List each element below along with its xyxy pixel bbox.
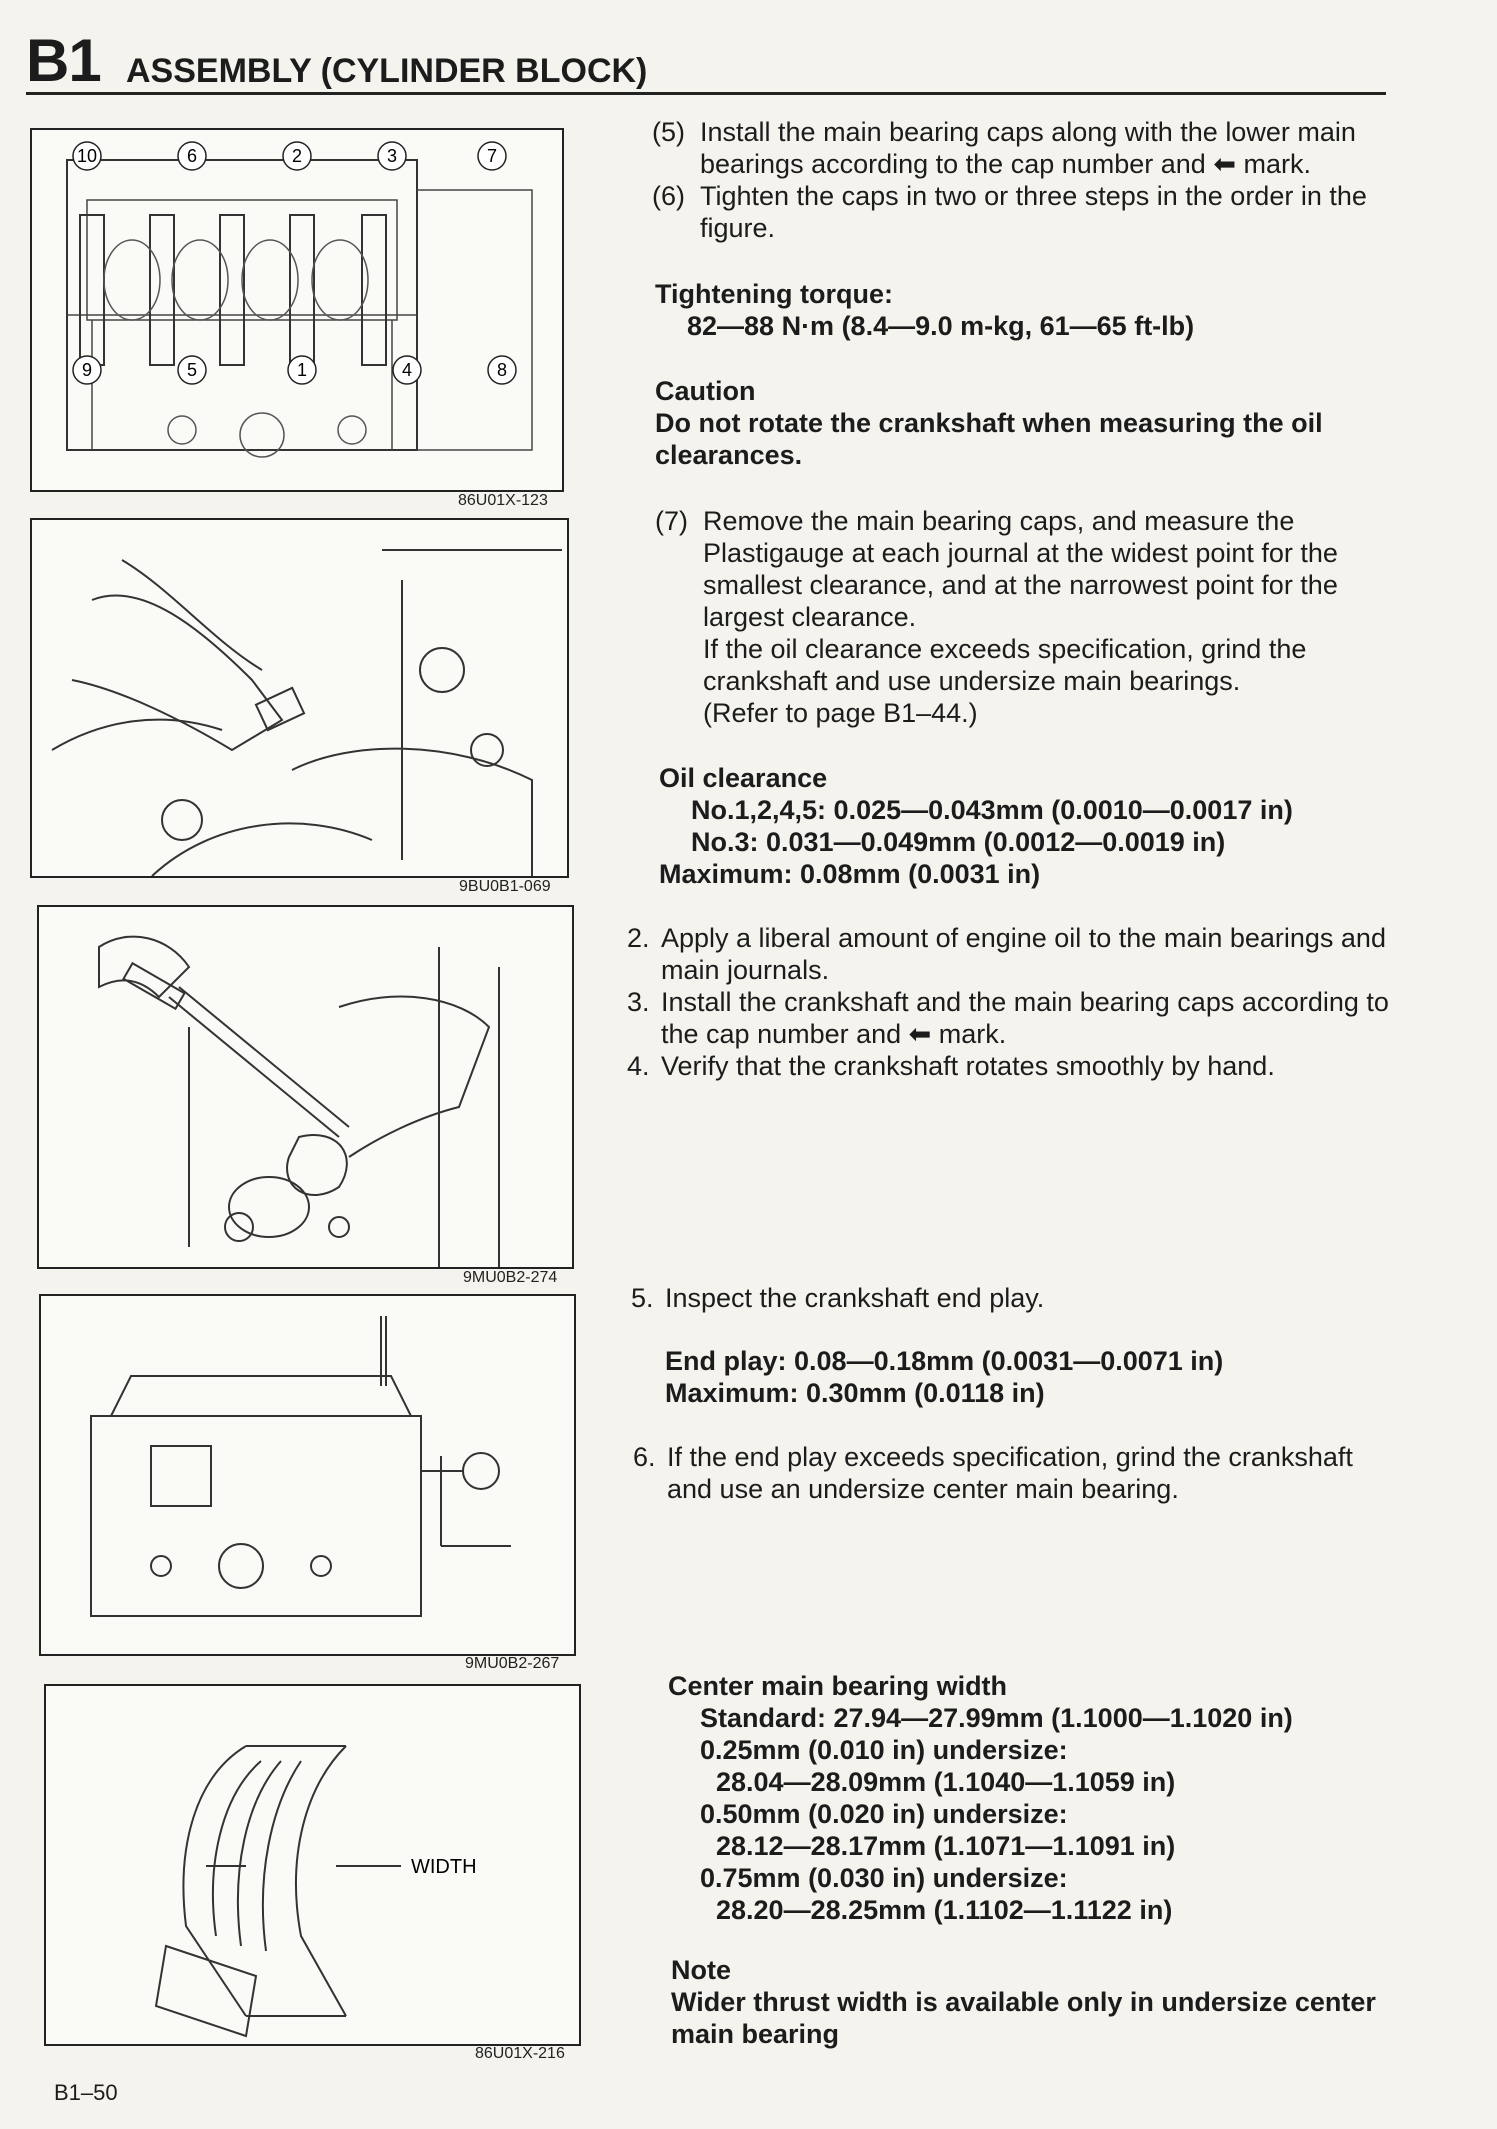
oil-heading: Oil clearance <box>659 763 828 793</box>
step-4-verify <box>627 1050 1397 1082</box>
page-header <box>26 27 1386 95</box>
width-label: WIDTH <box>411 1856 477 1878</box>
step-number: 4. <box>627 1051 650 1081</box>
undersize-075-label: 0.75mm (0.030 in) undersize: <box>700 1863 1068 1893</box>
step-5-install <box>652 116 1392 180</box>
callout-1: 1 <box>296 360 308 380</box>
width-standard: Standard: 27.94—27.99mm (1.1000—1.1020 in) <box>700 1703 1293 1733</box>
step-text: Verify that the crankshaft rotates smoothly by hand. <box>661 1051 1275 1081</box>
section-code: B1 <box>26 27 101 94</box>
figure-plastigauge <box>30 518 569 878</box>
step-text: Tighten the caps in two or three steps in the order in the figure. <box>700 181 1367 243</box>
torque-heading: Tightening torque: <box>655 279 893 309</box>
steps-5-6 <box>652 116 1392 244</box>
center-bearing-width <box>668 1670 1408 1926</box>
dial-indicator-illustration <box>41 1296 574 1654</box>
callout-4: 4 <box>401 360 413 380</box>
step-text: Remove the main bearing caps, and measure the Plastigauge at each journal at the widest point for the smallest clearance, and at the narrowest point for the largest clearance. <box>703 506 1338 632</box>
note-heading: Note <box>671 1955 731 1985</box>
oil-line-2: No.3: 0.031—0.049mm (0.0012—0.0019 in) <box>691 827 1226 857</box>
callout-8: 8 <box>496 360 508 380</box>
callout-3: 3 <box>386 146 398 166</box>
step-6-grind <box>633 1441 1393 1505</box>
undersize-075-value: 28.20—28.25mm (1.1102—1.1122 in) <box>716 1895 1173 1925</box>
caution-block <box>655 375 1395 471</box>
step-3-install-crankshaft <box>627 986 1397 1050</box>
plastigauge-illustration <box>32 520 567 876</box>
callout-7: 7 <box>486 146 498 166</box>
figure-code-3: 9MU0B2-274 <box>463 1269 558 1286</box>
step-number: (7) <box>655 506 688 536</box>
figure-cylinder-block-cap-order <box>30 128 564 492</box>
callout-5: 5 <box>186 360 198 380</box>
width-heading: Center main bearing width <box>668 1671 1008 1701</box>
figure-code-2: 9BU0B1-069 <box>459 878 551 895</box>
step-6-tighten <box>652 180 1392 244</box>
caution-heading: Caution <box>655 376 756 406</box>
section-title: ASSEMBLY (CYLINDER BLOCK) <box>126 52 648 90</box>
step-number: (6) <box>652 181 685 211</box>
step-text: Apply a liberal amount of engine oil to the main bearings and main journals. <box>661 923 1386 985</box>
end-play-spec <box>665 1345 1405 1409</box>
torque-wrench-illustration <box>39 907 572 1267</box>
end-play-max: Maximum: 0.30mm (0.0118 in) <box>665 1378 1045 1408</box>
figure-torque-wrench <box>37 905 574 1269</box>
step-number: 5. <box>631 1283 654 1313</box>
undersize-050-value: 28.12—28.17mm (1.1071—1.1091 in) <box>716 1831 1176 1861</box>
callout-6: 6 <box>186 146 198 166</box>
caution-text: Do not rotate the crankshaft when measuring the oil clearances. <box>655 408 1323 470</box>
step-number: 6. <box>633 1442 656 1472</box>
step-number: 2. <box>627 923 650 953</box>
callout-10: 10 <box>76 146 98 166</box>
note-block <box>671 1954 1411 2050</box>
oil-clearance <box>659 762 1399 890</box>
step-text: Inspect the crankshaft end play. <box>665 1283 1045 1313</box>
oil-maximum: Maximum: 0.08mm (0.0031 in) <box>659 859 1041 889</box>
undersize-025-value: 28.04—28.09mm (1.1040—1.1059 in) <box>716 1767 1176 1797</box>
step-number: (5) <box>652 117 685 147</box>
step-2-apply-oil <box>627 922 1397 986</box>
step-text-2: If the oil clearance exceeds specification, grind the crankshaft and use undersize main bearings. <box>703 634 1307 696</box>
steps-2-4 <box>627 922 1397 1082</box>
undersize-050-label: 0.50mm (0.020 in) undersize: <box>700 1799 1068 1829</box>
torque-value: 82—88 N·m (8.4—9.0 m-kg, 61—65 ft-lb) <box>687 311 1195 341</box>
callout-2: 2 <box>291 146 303 166</box>
step-text-3: (Refer to page B1–44.) <box>703 698 978 728</box>
figure-code-1: 86U01X-123 <box>458 492 548 509</box>
cylinder-block-illustration <box>32 130 562 490</box>
bearing-width-illustration <box>46 1686 579 2044</box>
figure-dial-indicator <box>39 1294 576 1656</box>
figure-bearing-width <box>44 1684 581 2046</box>
figure-code-5: 86U01X-216 <box>475 2045 565 2062</box>
end-play-line: End play: 0.08—0.18mm (0.0031—0.0071 in) <box>665 1346 1224 1376</box>
step-text: If the end play exceeds specification, grind the crankshaft and use an undersize center main bearing. <box>667 1442 1353 1504</box>
step-number: 3. <box>627 987 650 1017</box>
callout-9: 9 <box>81 360 93 380</box>
oil-line-1: No.1,2,4,5: 0.025—0.043mm (0.0010—0.0017 in) <box>691 795 1293 825</box>
step-text: Install the main bearing caps along with the lower main bearings according to the cap number and ⬅ mark. <box>700 117 1356 179</box>
step-5-end-play <box>631 1282 1391 1314</box>
note-text: Wider thrust width is available only in undersize center main bearing <box>671 1987 1376 2049</box>
step-text: Install the crankshaft and the main bearing caps according to the cap number and ⬅ mark. <box>661 987 1389 1049</box>
figure-code-4: 9MU0B2-267 <box>465 1655 560 1672</box>
page-number: B1–50 <box>54 2080 118 2105</box>
undersize-025-label: 0.25mm (0.010 in) undersize: <box>700 1735 1068 1765</box>
step-7-remove <box>655 505 1390 729</box>
tightening-torque <box>655 278 1395 342</box>
